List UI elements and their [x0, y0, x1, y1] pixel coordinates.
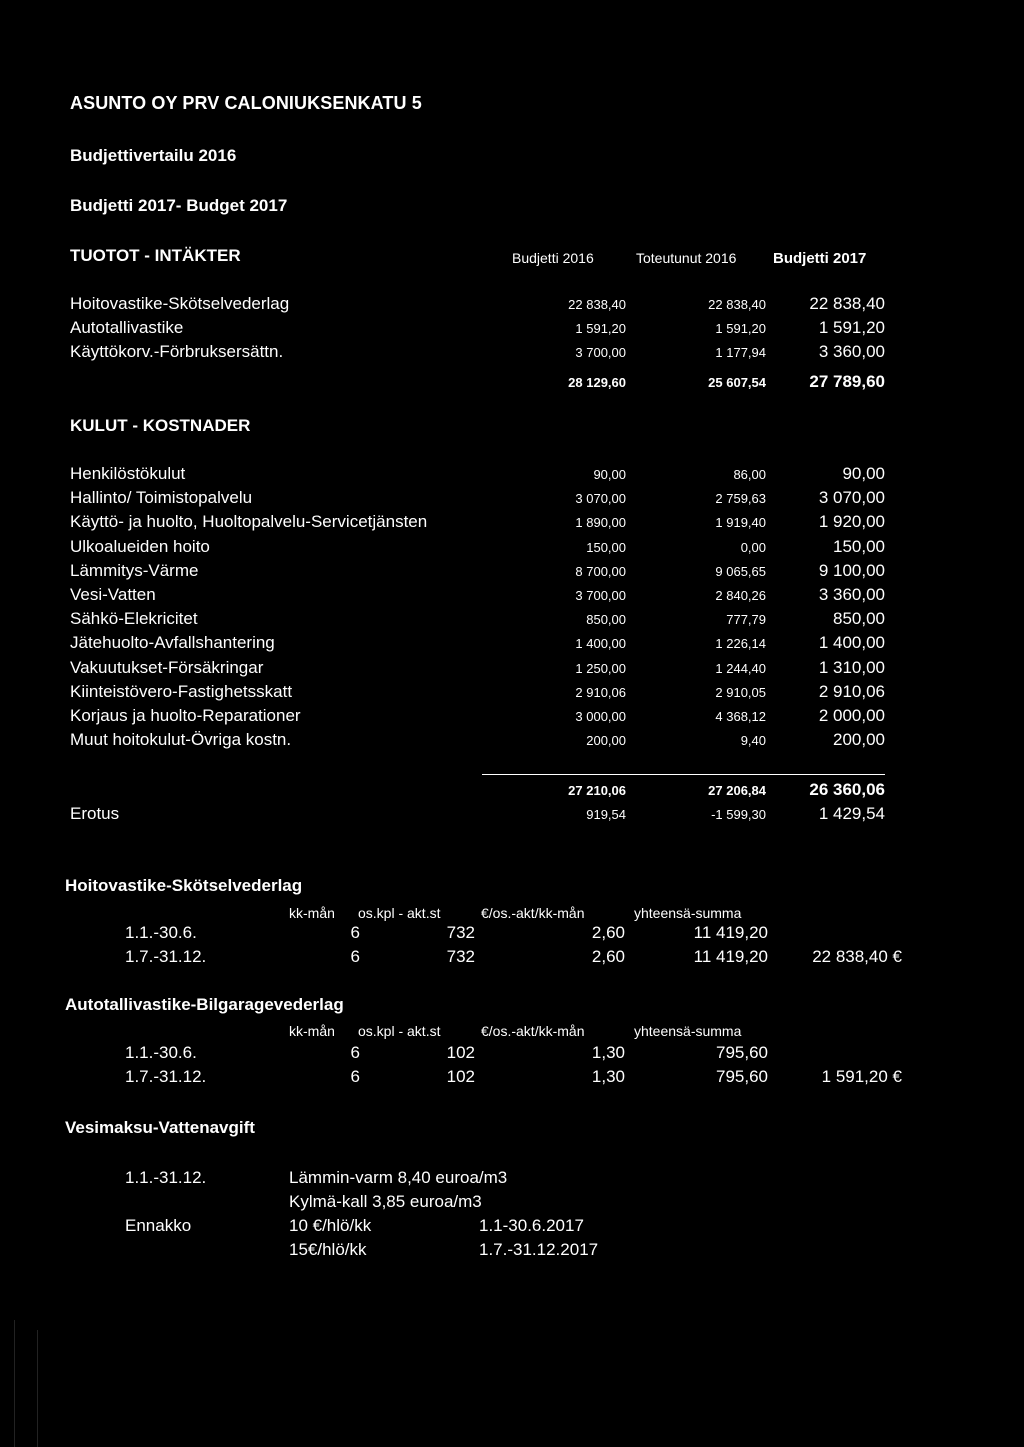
income-heading: TUOTOT - INTÄKTER	[70, 246, 241, 265]
expense-row-b2017: 1 310,00	[818, 657, 885, 677]
expense-row-b2016: 1 400,00	[575, 636, 626, 652]
income-row-b2017: 22 838,40	[809, 294, 885, 313]
income-total-b2016: 28 129,60	[568, 375, 626, 390]
garage_fee-row-rate: 1,30	[591, 1067, 625, 1086]
maintenance_fee-row-months: 6	[350, 947, 360, 966]
garage-heading: Autotallivastike-Bilgaragevederlag	[65, 995, 344, 1014]
income-total-a2016: 25 607,54	[708, 375, 766, 390]
expense-row-label: Ulkoalueiden hoito	[70, 536, 210, 556]
expense-row-b2017: 9 100,00	[818, 560, 885, 580]
water-heading: Vesimaksu-Vattenavgift	[65, 1118, 255, 1137]
garage-col-rate: €/os.-akt/kk-mån	[481, 1023, 585, 1039]
expense-row-b2017: 1 920,00	[818, 512, 885, 532]
expense-row-b2017: 2 000,00	[818, 706, 885, 725]
expense-row-label: Kiinteistövero-Fastighetsskatt	[70, 681, 293, 701]
expense-row-b2017: 1 400,00	[818, 633, 885, 653]
expenses-heading: KULUT - KOSTNADER	[70, 416, 251, 435]
expense-row-a2016: 1 226,14	[715, 636, 766, 652]
expense-row-b2017: 90,00	[842, 464, 885, 483]
comparison-title: Budjettivertailu 2016	[70, 146, 237, 165]
garage_fee-row-rate: 1,30	[591, 1043, 625, 1062]
garage-col-shares: os.kpl - akt.st	[358, 1023, 441, 1039]
difference-b2017: 1 429,54	[818, 804, 885, 823]
garage_fee-row-period: 1.7.-31.12.	[125, 1067, 207, 1086]
garage_fee-row-total: 1 591,20 €	[821, 1067, 902, 1086]
expense-row-a2016: 777,79	[726, 612, 766, 628]
maint-col-sum: yhteensä-summa	[634, 905, 742, 921]
maintenance_fee-row-sum: 11 419,20	[693, 947, 768, 966]
advance-1-period: 1.1-30.6.2017	[479, 1216, 584, 1235]
sum-line	[482, 774, 885, 775]
expense-row-b2016: 3 700,00	[575, 588, 626, 603]
difference-label: Erotus	[70, 804, 120, 823]
expense-row-b2017: 150,00	[833, 536, 885, 556]
maint-col-months: kk-mån	[289, 905, 335, 921]
expense-row-b2017: 200,00	[833, 730, 885, 750]
expense-row-label: Vakuutukset-Försäkringar	[70, 657, 264, 677]
difference-b2016: 919,54	[586, 807, 626, 822]
expense-row-a2016: 9,40	[740, 733, 766, 749]
scan-artifact-line	[37, 1330, 38, 1447]
maintenance_fee-row-total: 22 838,40 €	[812, 947, 902, 966]
maintenance-heading: Hoitovastike-Skötselvederlag	[65, 876, 303, 895]
advance-2-period: 1.7.-31.12.2017	[479, 1240, 599, 1259]
expense-row-label: Muut hoitokulut-Övriga kostn.	[70, 730, 292, 750]
income-row-b2016: 22 838,40	[568, 297, 626, 312]
expenses-total-b2016: 27 210,06	[568, 783, 626, 798]
maintenance_fee-row-shares: 732	[446, 947, 475, 966]
income-row-a2016: 22 838,40	[708, 297, 766, 312]
expense-row-b2017: 3 070,00	[818, 488, 885, 508]
expense-row-b2017: 2 910,06	[818, 681, 885, 701]
expense-row-b2016: 3 070,00	[575, 491, 626, 507]
income-total-b2017: 27 789,60	[809, 372, 885, 391]
col-actual-2016: Toteutunut 2016	[636, 250, 737, 266]
expense-row-label: Lämmitys-Värme	[70, 560, 199, 580]
garage_fee-row-sum: 795,60	[716, 1067, 768, 1086]
income-row-label: Hoitovastike-Skötselvederlag	[70, 294, 290, 313]
maintenance_fee-row-period: 1.1.-30.6.	[125, 923, 197, 942]
maintenance_fee-row-months: 6	[350, 923, 360, 942]
expense-row-label: Sähkö-Elekricitet	[70, 609, 198, 629]
garage_fee-row-sum: 795,60	[716, 1043, 768, 1062]
expense-row-b2016: 150,00	[586, 539, 626, 555]
expense-row-a2016: 0,00	[740, 539, 766, 555]
expense-row-label: Henkilöstökulut	[70, 464, 186, 483]
expense-row-b2016: 90,00	[593, 467, 626, 482]
income-row-b2017: 3 360,00	[818, 342, 885, 361]
maintenance_fee-row-sum: 11 419,20	[693, 923, 768, 942]
expense-row-a2016: 2 910,05	[715, 684, 766, 700]
water-warm-rate: Lämmin-varm 8,40 euroa/m3	[289, 1168, 508, 1187]
expense-row-label: Vesi-Vatten	[70, 585, 156, 604]
budget-title: Budjetti 2017- Budget 2017	[70, 196, 288, 215]
expense-row-b2016: 2 910,06	[575, 684, 626, 700]
maint-col-rate: €/os.-akt/kk-mån	[481, 905, 585, 921]
expense-row-b2017: 850,00	[833, 609, 885, 629]
scan-artifact-line	[14, 1320, 15, 1447]
col-budget-2017: Budjetti 2017	[773, 250, 867, 267]
expense-row-label: Hallinto/ Toimistopalvelu	[70, 488, 253, 508]
expense-row-b2016: 8 700,00	[575, 563, 626, 579]
water-cold-rate: Kylmä-kall 3,85 euroa/m3	[289, 1192, 482, 1211]
garage_fee-row-months: 6	[350, 1067, 360, 1086]
garage-col-months: kk-mån	[289, 1023, 335, 1039]
garage_fee-row-months: 6	[350, 1043, 360, 1062]
garage_fee-row-shares: 102	[446, 1067, 475, 1086]
maintenance_fee-row-period: 1.7.-31.12.	[125, 947, 207, 966]
col-budget-2016: Budjetti 2016	[512, 250, 594, 266]
expense-row-a2016: 1 244,40	[715, 660, 766, 676]
expense-row-label: Korjaus ja huolto-Reparationer	[70, 706, 301, 725]
income-row-b2016: 1 591,20	[575, 321, 626, 336]
expense-row-b2016: 1 250,00	[575, 660, 626, 676]
expense-row-a2016: 1 919,40	[715, 515, 766, 531]
expense-row-a2016: 9 065,65	[715, 563, 766, 579]
income-row-a2016: 1 177,94	[715, 345, 766, 360]
expense-row-a2016: 4 368,12	[715, 709, 766, 724]
company-name: ASUNTO OY PRV CALONIUKSENKATU 5	[70, 93, 422, 113]
income-row-label: Käyttökorv.-Förbruksersättn.	[70, 342, 284, 361]
maintenance_fee-row-shares: 732	[446, 923, 475, 942]
expense-row-a2016: 2 759,63	[715, 491, 766, 507]
expense-row-b2016: 3 000,00	[575, 709, 626, 724]
income-row-b2016: 3 700,00	[575, 345, 626, 360]
garage_fee-row-period: 1.1.-30.6.	[125, 1043, 197, 1062]
expense-row-b2016: 850,00	[586, 612, 626, 628]
income-row-b2017: 1 591,20	[818, 318, 885, 337]
maint-col-shares: os.kpl - akt.st	[358, 905, 441, 921]
income-row-label: Autotallivastike	[70, 318, 184, 337]
expense-row-label: Käyttö- ja huolto, Huoltopalvelu-Servicetjänsten	[70, 512, 428, 532]
garage-col-sum: yhteensä-summa	[634, 1023, 742, 1039]
water-period: 1.1.-31.12.	[125, 1168, 207, 1187]
expenses-total-b2017: 26 360,06	[809, 780, 885, 799]
maintenance_fee-row-rate: 2,60	[591, 947, 625, 966]
expense-row-a2016: 86,00	[733, 467, 766, 482]
expense-row-b2016: 200,00	[586, 733, 626, 749]
advance-1: 10 €/hlö/kk	[289, 1216, 372, 1235]
expense-row-b2016: 1 890,00	[575, 515, 626, 531]
advance-label: Ennakko	[125, 1216, 192, 1235]
garage_fee-row-shares: 102	[446, 1043, 475, 1062]
advance-2: 15€/hlö/kk	[289, 1240, 367, 1259]
expenses-total-a2016: 27 206,84	[708, 783, 766, 798]
difference-a2016: -1 599,30	[711, 807, 766, 822]
income-row-a2016: 1 591,20	[715, 321, 766, 336]
expense-row-label: Jätehuolto-Avfallshantering	[70, 633, 275, 653]
expense-row-a2016: 2 840,26	[715, 588, 766, 603]
maintenance_fee-row-rate: 2,60	[591, 923, 625, 942]
expense-row-b2017: 3 360,00	[818, 585, 885, 604]
